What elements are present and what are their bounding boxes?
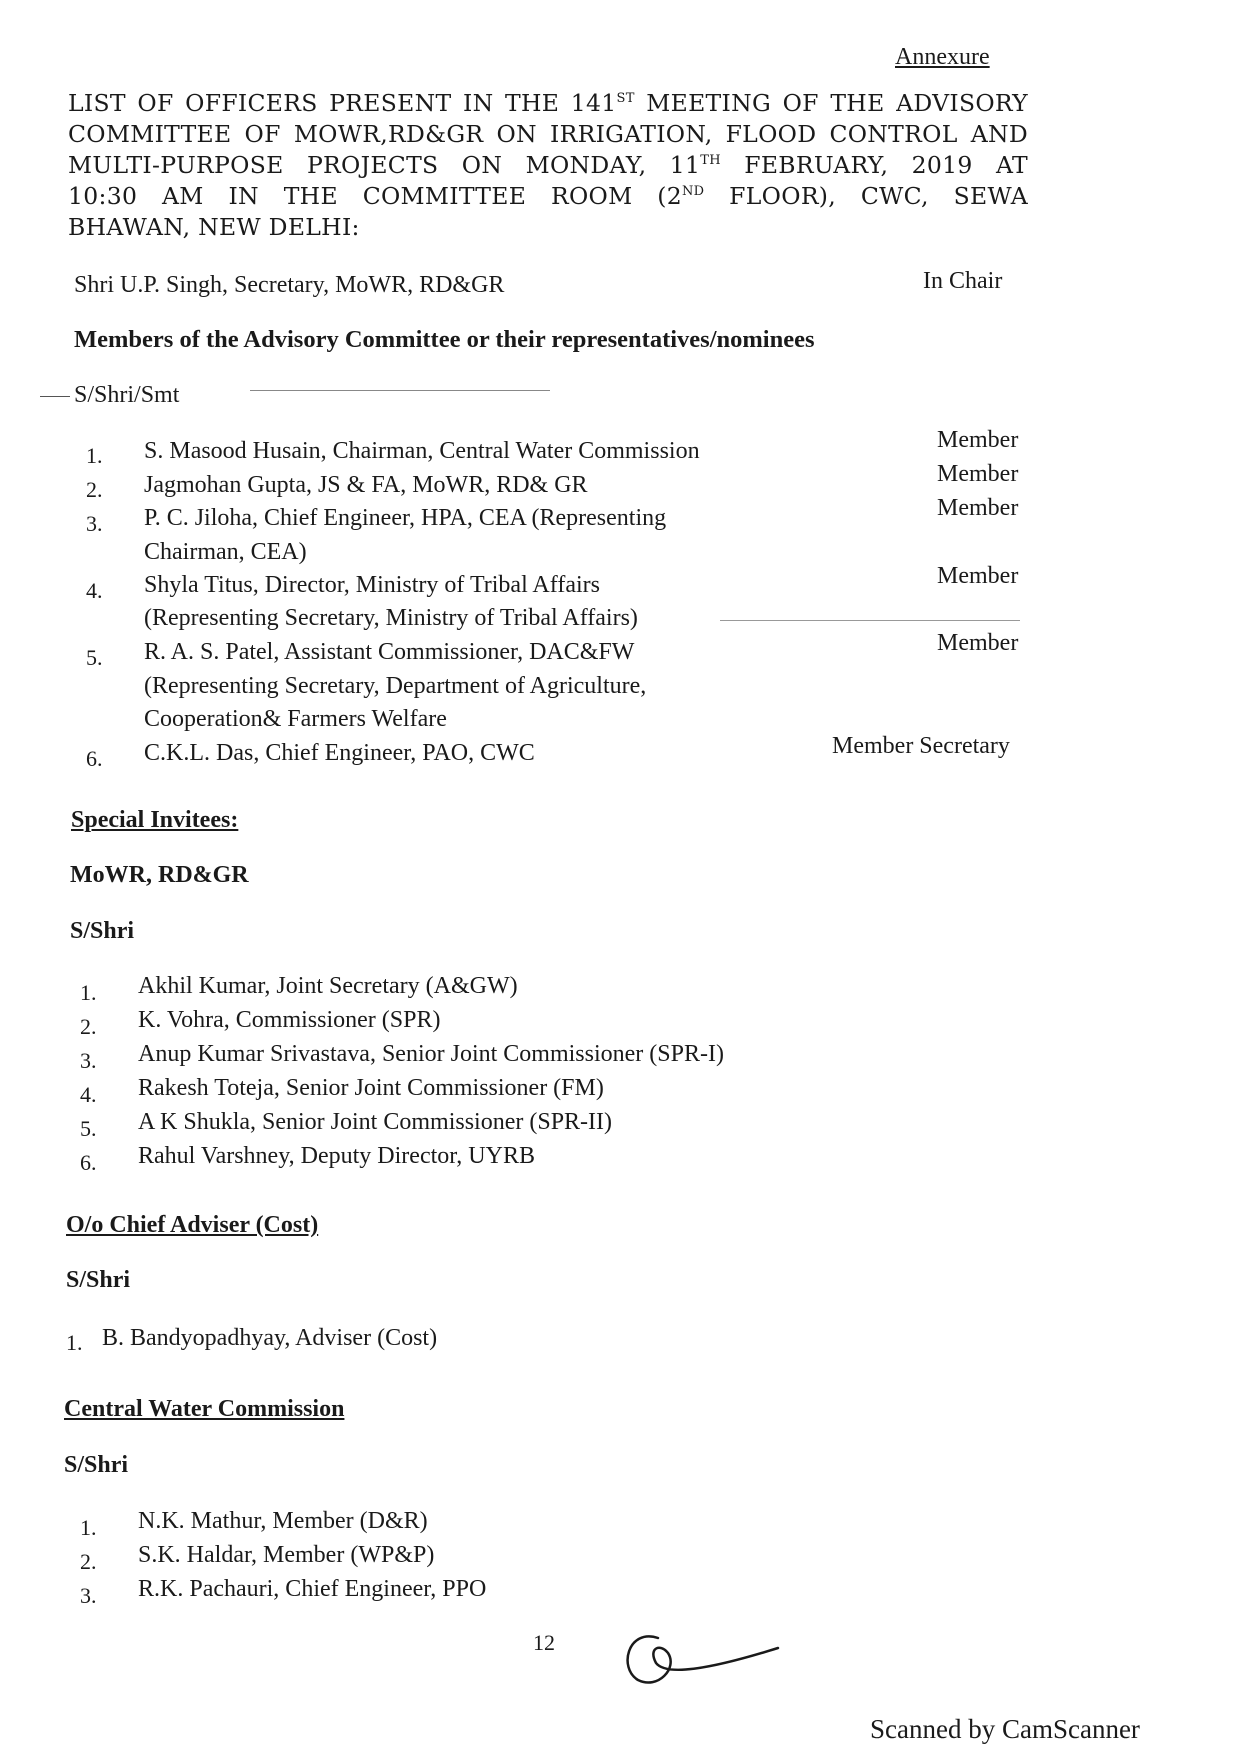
heading-text-1a: LIST OF OFFICERS PRESENT IN THE 141 — [68, 89, 617, 117]
heading-line-3 — [68, 150, 1028, 181]
list-item-text: K. Vohra, Commissioner (SPR) — [138, 1007, 441, 1033]
heading-text-3a: MULTI-PURPOSE PROJECTS ON MONDAY, 11 — [68, 151, 701, 179]
faint-rule — [720, 620, 1020, 621]
list-item-number: 5. — [80, 1116, 97, 1141]
scanner-footnote: Scanned by CamScanner — [870, 1714, 1140, 1744]
list-item-number: 2. — [80, 1014, 97, 1039]
cost-salutation: S/Shri — [66, 1267, 131, 1293]
divider-rule-left — [40, 396, 70, 397]
cost-heading: O/o Chief Adviser (Cost) — [66, 1212, 319, 1238]
member-role: Member — [937, 427, 1019, 453]
chair-role: In Chair — [923, 268, 1003, 294]
list-item-number: 6. — [80, 1150, 97, 1175]
list-item-text: Rakesh Toteja, Senior Joint Commissioner (FM) — [138, 1075, 604, 1101]
mowr-heading: MoWR, RD&GR — [70, 862, 249, 888]
annexure-label: Annexure — [895, 44, 990, 70]
list-item-text: Akhil Kumar, Joint Secretary (A&GW) — [138, 973, 518, 999]
page-number: 12 — [533, 1630, 555, 1655]
list-item-text: P. C. Jiloha, Chief Engineer, HPA, CEA (Representing — [144, 505, 667, 531]
member-role: Member — [937, 495, 1019, 521]
heading-sup-nd: ND — [681, 184, 705, 199]
list-item-text: R.K. Pachauri, Chief Engineer, PPO — [138, 1576, 487, 1602]
list-item-number: 1. — [80, 980, 97, 1005]
list-item-number: 5. — [86, 645, 103, 670]
member-role: Member — [937, 630, 1019, 656]
list-item-text-cont: Cooperation& Farmers Welfare — [144, 706, 447, 732]
document-heading — [68, 88, 1028, 243]
cwc-heading: Central Water Commission — [64, 1396, 345, 1422]
heading-text-1b: MEETING OF THE ADVISORY — [634, 89, 1028, 117]
members-salutation: S/Shri/Smt — [74, 382, 180, 408]
list-item-text: Rahul Varshney, Deputy Director, UYRB — [138, 1143, 535, 1169]
list-item-text: A K Shukla, Senior Joint Commissioner (SPR-II) — [138, 1109, 613, 1135]
list-item-number: 3. — [86, 511, 103, 536]
heading-line-2: COMMITTEE OF MOWR,RD&GR ON IRRIGATION, FLOOD CONTROL AND — [68, 120, 1028, 148]
heading-text-4a: 10:30 AM IN THE COMMITTEE ROOM (2 — [68, 182, 682, 210]
list-item-text-cont: (Representing Secretary, Ministry of Tribal Affairs) — [144, 605, 638, 631]
signature-mark — [618, 1618, 788, 1698]
list-item-number: 3. — [80, 1048, 97, 1073]
heading-line-4 — [68, 181, 1028, 212]
list-item-text: Jagmohan Gupta, JS & FA, MoWR, RD& GR — [144, 472, 588, 498]
list-item-text: S. Masood Husain, Chairman, Central Water Commission — [144, 438, 700, 464]
list-item-number: 4. — [80, 1082, 97, 1107]
list-item-text: S.K. Haldar, Member (WP&P) — [138, 1542, 435, 1568]
heading-line-5: BHAWAN, NEW DELHI: — [68, 213, 360, 241]
divider-rule-right — [250, 390, 550, 391]
list-item-number: 3. — [80, 1583, 97, 1608]
member-role: Member — [937, 461, 1019, 487]
list-item-text: B. Bandyopadhyay, Adviser (Cost) — [102, 1325, 438, 1351]
member-role: Member Secretary — [832, 733, 1010, 759]
list-item-number: 1. — [80, 1515, 97, 1540]
list-item-text: N.K. Mathur, Member (D&R) — [138, 1508, 428, 1534]
cwc-salutation: S/Shri — [64, 1452, 129, 1478]
special-invitees-heading: Special Invitees: — [71, 807, 239, 833]
list-item-number: 2. — [86, 477, 103, 502]
heading-line-1 — [68, 88, 1028, 119]
mowr-salutation: S/Shri — [70, 918, 135, 944]
list-item-number: 2. — [80, 1549, 97, 1574]
heading-text-3b: FEBRUARY, 2019 AT — [720, 151, 1028, 179]
list-item-text: Anup Kumar Srivastava, Senior Joint Commissioner (SPR-I) — [138, 1041, 724, 1067]
list-item-number: 1. — [86, 443, 103, 468]
list-item-text: C.K.L. Das, Chief Engineer, PAO, CWC — [144, 740, 535, 766]
heading-text-4b: FLOOR), CWC, SEWA — [704, 182, 1028, 210]
members-heading: Members of the Advisory Committee or their representatives/nominees — [74, 326, 815, 353]
list-item-text-cont: Chairman, CEA) — [144, 539, 307, 565]
list-item-number: 6. — [86, 746, 103, 771]
heading-sup-st: ST — [616, 91, 635, 106]
list-item-text-cont: (Representing Secretary, Department of Agriculture, — [144, 673, 647, 699]
chair-name: Shri U.P. Singh, Secretary, MoWR, RD&GR — [74, 272, 505, 298]
list-item-number: 1. — [66, 1330, 83, 1355]
list-item-number: 4. — [86, 578, 103, 603]
list-item-text: R. A. S. Patel, Assistant Commissioner, DAC&FW — [144, 639, 635, 665]
heading-sup-th: TH — [700, 153, 721, 168]
member-role: Member — [937, 563, 1019, 589]
list-item-text: Shyla Titus, Director, Ministry of Tribal Affairs — [144, 572, 600, 598]
